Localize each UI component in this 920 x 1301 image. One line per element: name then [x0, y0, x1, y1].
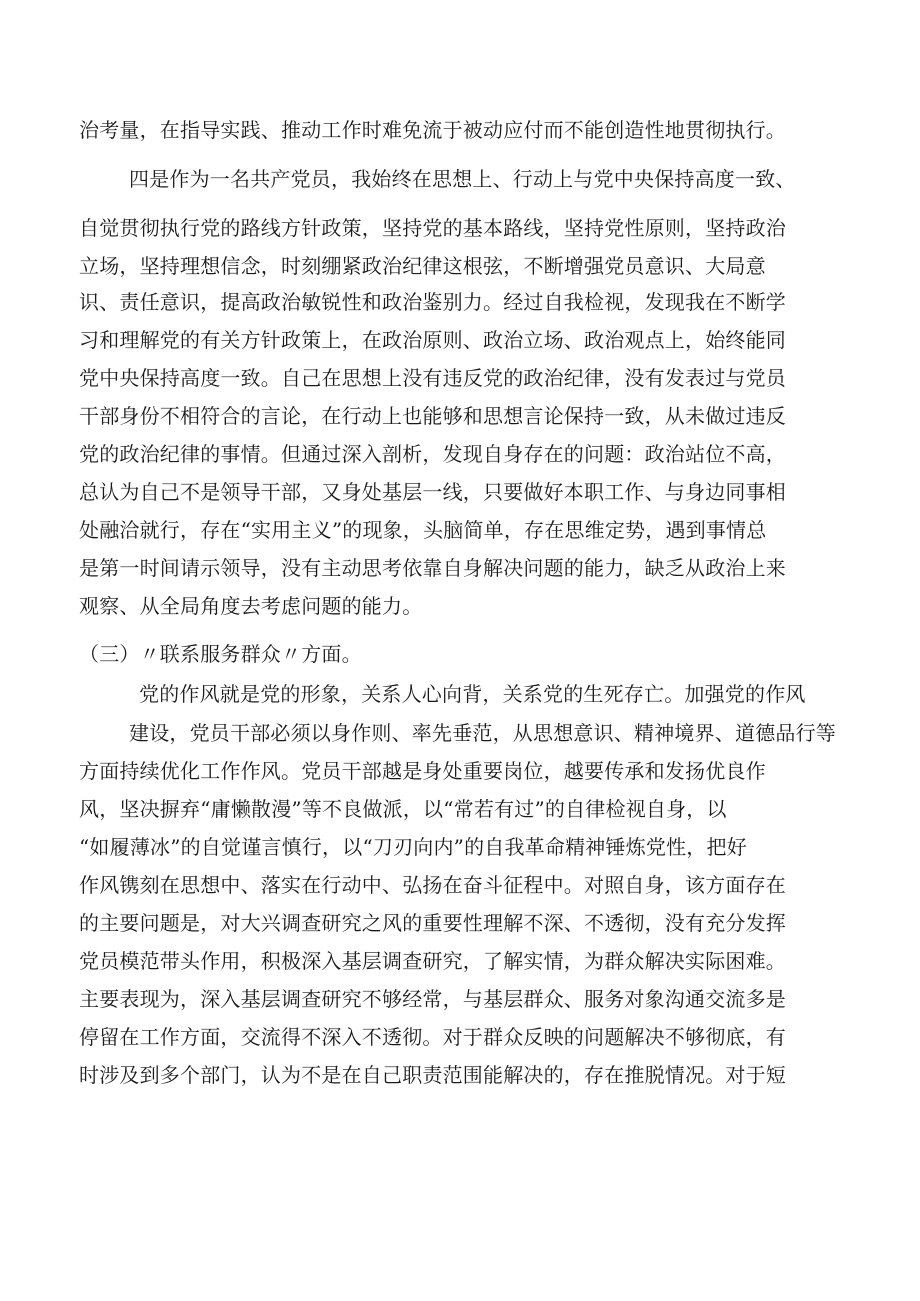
text-line: 自觉贯彻执行党的路线方针政策，坚持党的基本路线，坚持党性原则，坚持政治 [79, 216, 786, 240]
text-line: 处融洽就行，存在“实用主义”的现象，头脑简单，存在思维定势，遇到事情总 [79, 518, 767, 542]
text-line: “如履薄冰”的自觉谨言慎行，以“刀刃向内”的自我革命精神锤炼党性，把好 [79, 835, 747, 859]
text-line: 风，坚决摒弃“庸懒散漫”等不良做派，以“常若有过”的自律检视自身，以 [79, 797, 727, 821]
text-line: 总认为自己不是领导干部，又身处基层一线，只要做好本职工作、与身边同事相 [79, 480, 786, 504]
text-line: （三）〃联系服务群众〃方面。 [79, 642, 362, 666]
text-line: 停留在工作方面，交流得不深入不透彻。对于群众反映的问题解决不够彻底，有 [79, 1025, 786, 1049]
text-line: 立场，坚持理想信念，时刻绷紧政治纪律这根弦，不断增强党员意识、大局意 [79, 254, 766, 278]
text-line: 党的政治纪律的事情。但通过深入剖析，发现自身存在的问题：政治站位不高， [79, 442, 786, 466]
text-line: 观察、从全局角度去考虑问题的能力。 [79, 594, 423, 618]
text-line: 时涉及到多个部门，认为不是在自己职责范围能解决的，存在推脱情况。对于短 [79, 1063, 786, 1087]
text-line: 治考量，在指导实践、推动工作时难免流于被动应付而不能创造性地贯彻执行。 [79, 118, 786, 142]
paragraph-first-line: 建设，党员干部必须以身作则、率先垂范，从思想意识、精神境界、道德品行等 [129, 721, 836, 745]
text-line: 的主要问题是，对大兴调查研究之风的重要性理解不深、不透彻，没有充分发挥 [79, 911, 786, 935]
text-line: 党员模范带头作用，积极深入基层调查研究，了解实情，为群众解决实际困难。 [79, 949, 786, 973]
text-line: 识、责任意识，提高政治敏锐性和政治鉴别力。经过自我检视，发现我在不断学 [79, 290, 786, 314]
text-line: 主要表现为，深入基层调查研究不够经常，与基层群众、服务对象沟通交流多是 [79, 987, 786, 1011]
paragraph-first-line: 四是作为一名共产党员，我始终在思想上、行动上与党中央保持高度一致、 [129, 167, 796, 191]
section-heading: 党的作风就是党的形象，关系人心向背，关系党的生死存亡。加强党的作风 [139, 682, 806, 706]
text-line: 干部身份不相符合的言论，在行动上也能够和思想言论保持一致，从未做过违反 [79, 404, 786, 428]
text-line: 党中央保持高度一致。自己在思想上没有违反党的政治纪律，没有发表过与党员 [79, 366, 786, 390]
text-line: 是第一时间请示领导，没有主动思考依靠自身解决问题的能力，缺乏从政治上来 [79, 556, 786, 580]
text-line: 方面持续优化工作作风。党员干部越是身处重要岗位，越要传承和发扬优良作 [79, 759, 766, 783]
text-line: 习和理解党的有关方针政策上，在政治原则、政治立场、政治观点上，始终能同 [79, 328, 786, 352]
text-line: 作风镌刻在思想中、落实在行动中、弘扬在奋斗征程中。对照自身，该方面存在 [79, 873, 786, 897]
